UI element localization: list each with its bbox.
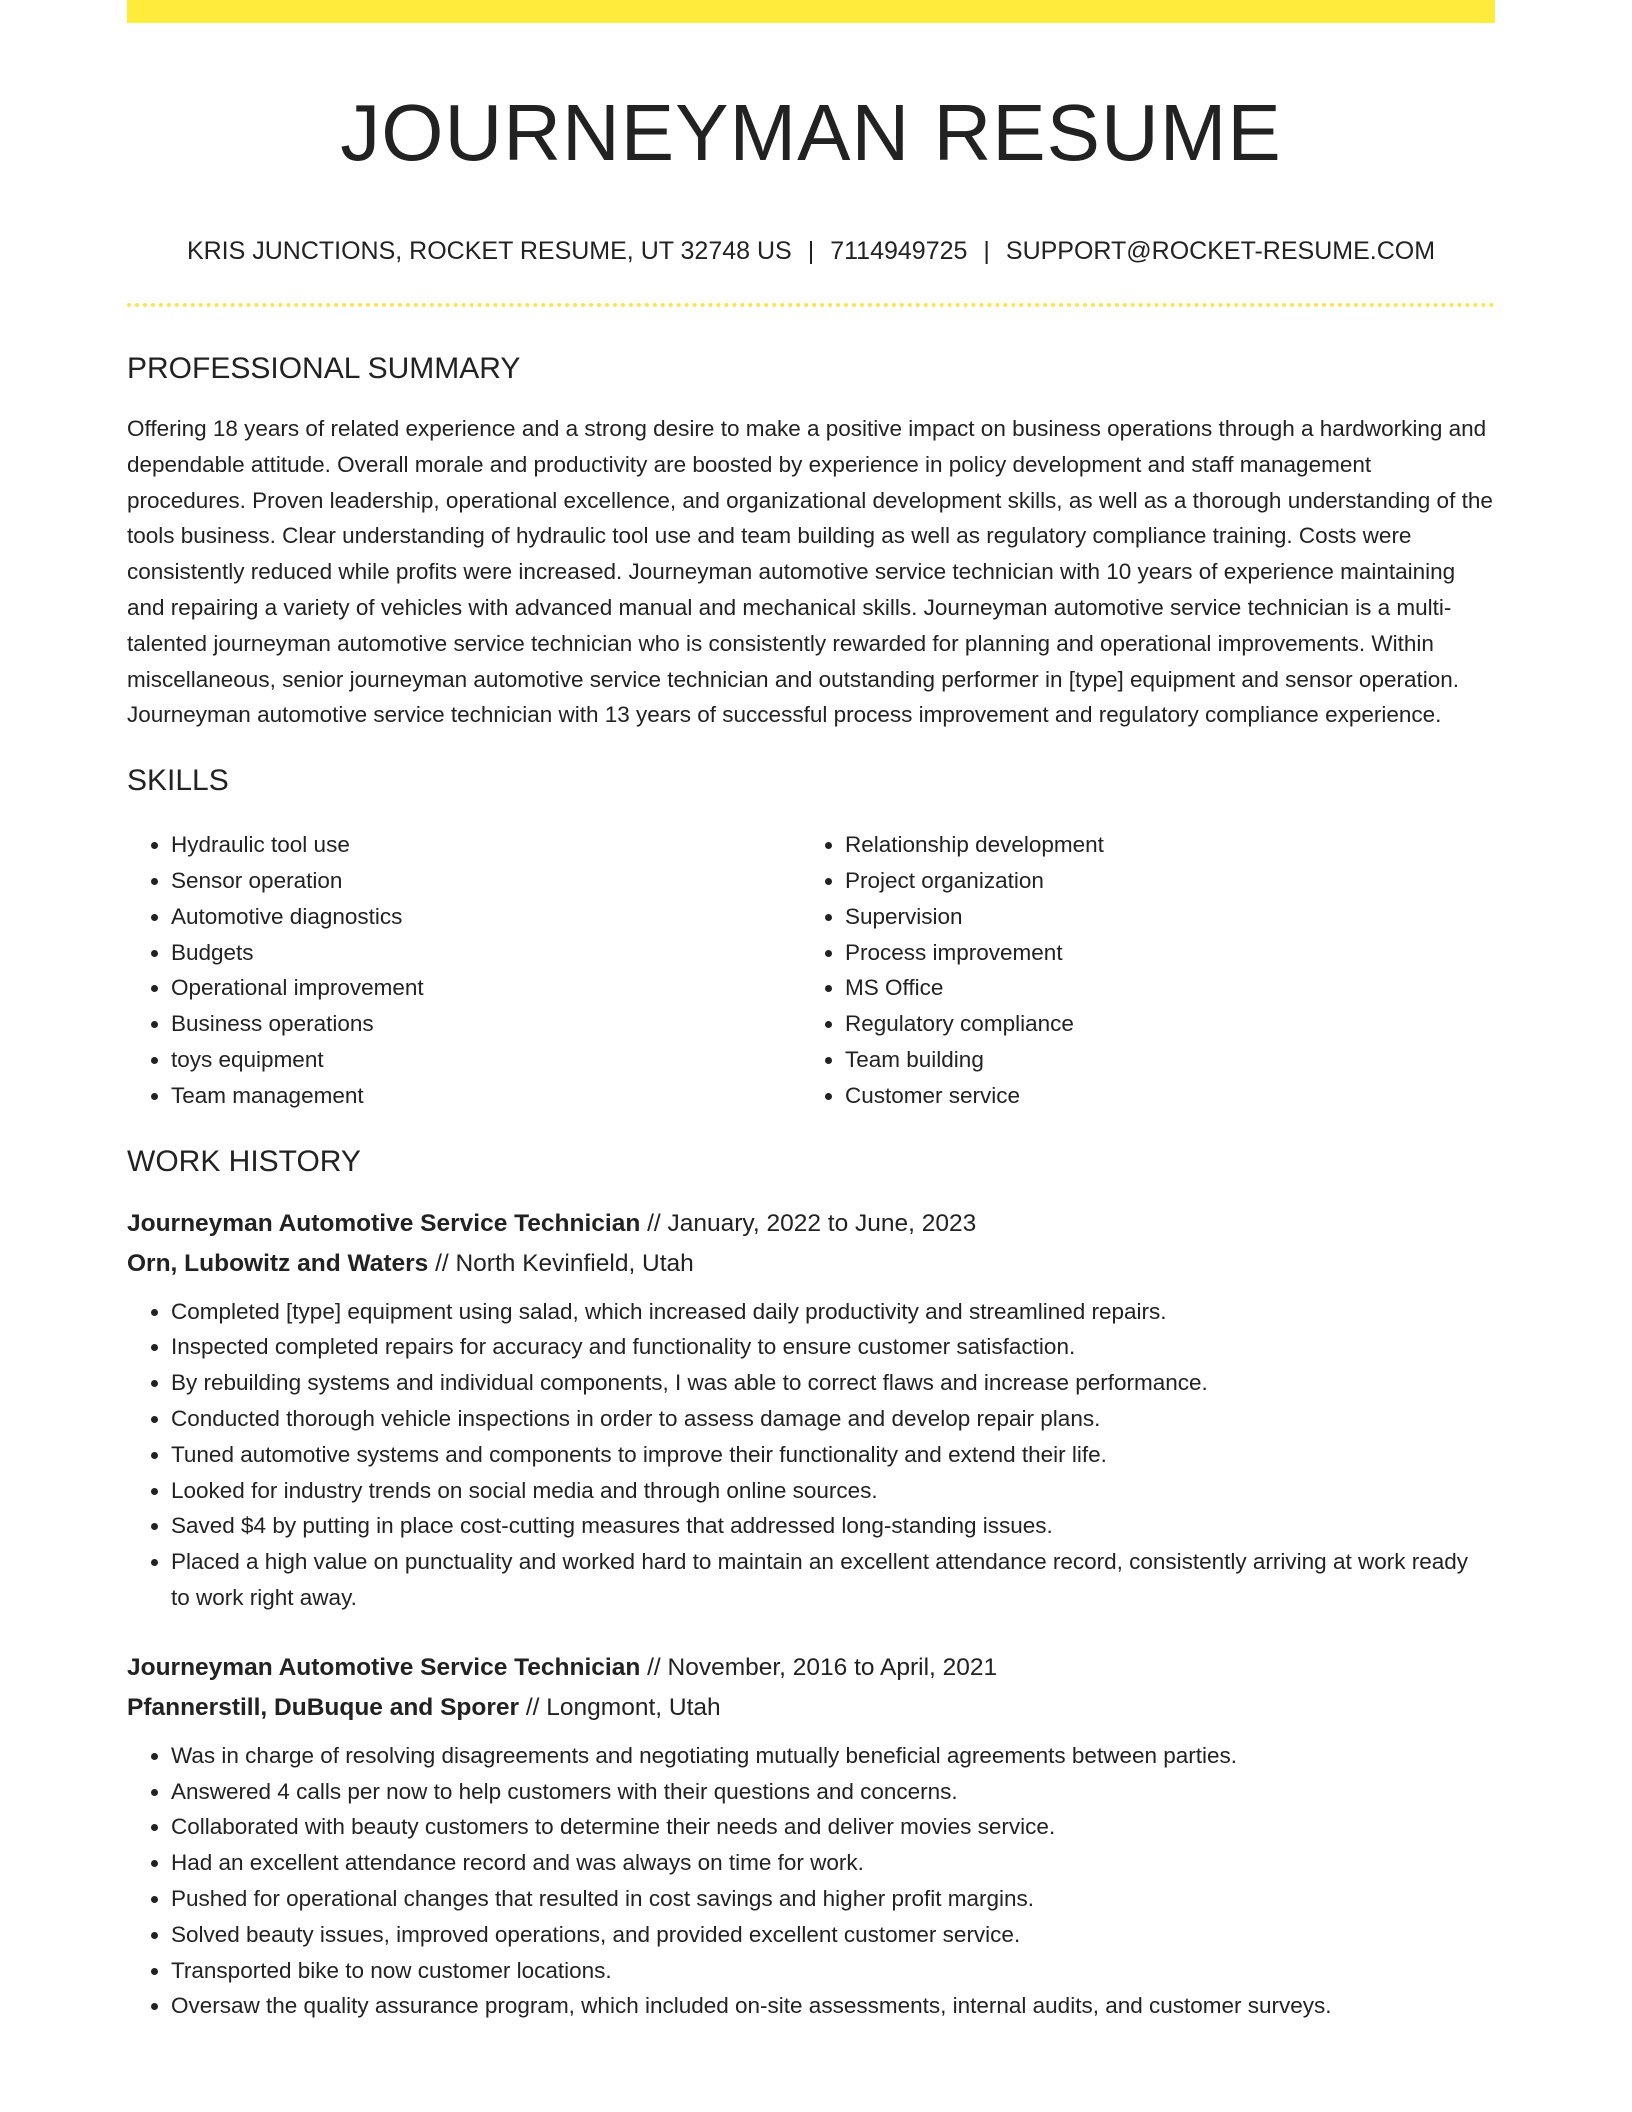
resume-title: JOURNEYMAN RESUME	[340, 88, 1282, 177]
accent-top-bar	[127, 0, 1495, 23]
skill-item: • Customer service	[845, 1078, 1475, 1114]
skill-item: • Regulatory compliance	[845, 1006, 1475, 1042]
skills-list	[127, 827, 1495, 1113]
skill-item: • MS Office	[845, 970, 1475, 1006]
contact-separator: |	[807, 237, 815, 265]
job-bullet: • Inspected completed repairs for accuracy and functionality to ensure customer satisfaction.	[171, 1329, 1495, 1365]
job-title: Journeyman Automotive Service Technician	[127, 1653, 641, 1681]
job-company-line	[127, 1688, 1495, 1728]
job-dates: // November, 2016 to April, 2021	[640, 1653, 998, 1681]
skill-item: • Budgets	[171, 935, 801, 971]
job-location: // Longmont, Utah	[519, 1693, 721, 1721]
job-bullet: • Collaborated with beauty customers to determine their needs and deliver movies service.	[171, 1809, 1495, 1845]
job-bullet: • Solved beauty issues, improved operations, and provided excellent customer service.	[171, 1917, 1495, 1953]
contact-email[interactable]: SUPPORT@ROCKET-RESUME.COM	[1005, 237, 1436, 265]
job-bullet: • Pushed for operational changes that resulted in cost savings and higher profit margins.	[171, 1881, 1495, 1917]
skills-heading: SKILLS	[127, 764, 229, 798]
skill-item: • Business operations	[171, 1006, 801, 1042]
job-company: Pfannerstill, DuBuque and Sporer	[127, 1693, 520, 1721]
skills-column-right	[801, 827, 1475, 1113]
job-bullet: • Tuned automotive systems and components to improve their functionality and extend their life.	[171, 1437, 1495, 1473]
job-entry	[127, 1648, 1495, 2024]
work-history-heading: WORK HISTORY	[127, 1144, 361, 1178]
job-entry	[127, 1204, 1495, 1616]
job-bullets	[127, 1738, 1495, 2024]
contact-separator: |	[983, 237, 990, 265]
skill-item: • Sensor operation	[171, 863, 801, 899]
job-bullet: • Answered 4 calls per now to help customers with their questions and concerns.	[171, 1774, 1495, 1810]
job-bullet: • Looked for industry trends on social media and through online sources.	[171, 1473, 1495, 1509]
resume-page	[127, 0, 1495, 2024]
skills-column-left	[127, 827, 801, 1113]
job-company: Orn, Lubowitz and Waters	[127, 1249, 429, 1277]
skill-item: • Team building	[845, 1042, 1475, 1078]
skill-item: • toys equipment	[171, 1042, 801, 1078]
job-dates: // January, 2022 to June, 2023	[640, 1209, 977, 1237]
job-bullet: • By rebuilding systems and individual components, I was able to correct flaws and increase performance.	[171, 1365, 1495, 1401]
job-bullet: • Completed [type] equipment using salad, which increased daily productivity and streamlined repairs.	[171, 1294, 1495, 1330]
contact-line	[127, 235, 1495, 267]
job-title-line	[127, 1648, 1495, 1688]
skill-item: • Relationship development	[845, 827, 1475, 863]
job-company-line	[127, 1244, 1495, 1284]
job-title-line	[127, 1204, 1495, 1244]
job-bullets	[127, 1294, 1495, 1616]
job-bullet: • Saved $4 by putting in place cost-cutting measures that addressed long-standing issues.	[171, 1508, 1495, 1544]
skill-item: • Supervision	[845, 899, 1475, 935]
skill-item: • Team management	[171, 1078, 801, 1114]
skill-item: • Hydraulic tool use	[171, 827, 801, 863]
dotted-divider	[127, 303, 1495, 307]
job-location: // North Kevinfield, Utah	[428, 1249, 694, 1277]
skill-item: • Process improvement	[845, 935, 1475, 971]
summary-text: Offering 18 years of related experience and a strong desire to make a positive impact on business operations through a hardworking and dependable attitude. Overall morale and productivity are boosted by experience in policy development and staff management procedures. Proven leadership, operational excellence, and organizational development skills, as well as a thorough understanding of the tools business. Clear understanding of hydraulic tool use and team building as well as regulatory compliance training. Costs were consistently reduced while profits were increased. Journeyman automotive service technician with 10 years of experience maintaining and repairing a variety of vehicles with advanced manual and mechanical skills. Journeyman automotive service technician is a multi-talented journeyman automotive service technician who is consistently rewarded for planning and operational improvements. Within miscellaneous, senior journeyman automotive service technician and outstanding performer in [type] equipment and sensor operation. Journeyman automotive service technician with 13 years of successful process improvement and regulatory compliance experience.	[127, 416, 1493, 728]
contact-address: KRIS JUNCTIONS, ROCKET RESUME, UT 32748 US	[186, 237, 792, 265]
job-title: Journeyman Automotive Service Technician	[127, 1209, 641, 1237]
job-bullet: • Placed a high value on punctuality and worked hard to maintain an excellent attendance record, consistently arriving at work ready to work right away.	[171, 1544, 1495, 1616]
job-bullet: • Had an excellent attendance record and was always on time for work.	[171, 1845, 1495, 1881]
skill-item: • Project organization	[845, 863, 1475, 899]
job-bullet: • Was in charge of resolving disagreements and negotiating mutually beneficial agreements between parties.	[171, 1738, 1495, 1774]
job-bullet: • Oversaw the quality assurance program, which included on-site assessments, internal audits, and customer surveys.	[171, 1988, 1495, 2024]
job-bullet: • Transported bike to now customer locations.	[171, 1953, 1495, 1989]
summary-heading: PROFESSIONAL SUMMARY	[127, 352, 521, 385]
contact-phone[interactable]: 7114949725	[830, 237, 968, 265]
skill-item: • Automotive diagnostics	[171, 899, 801, 935]
job-bullet: • Conducted thorough vehicle inspections in order to assess damage and develop repair plans.	[171, 1401, 1495, 1437]
skill-item: • Operational improvement	[171, 970, 801, 1006]
